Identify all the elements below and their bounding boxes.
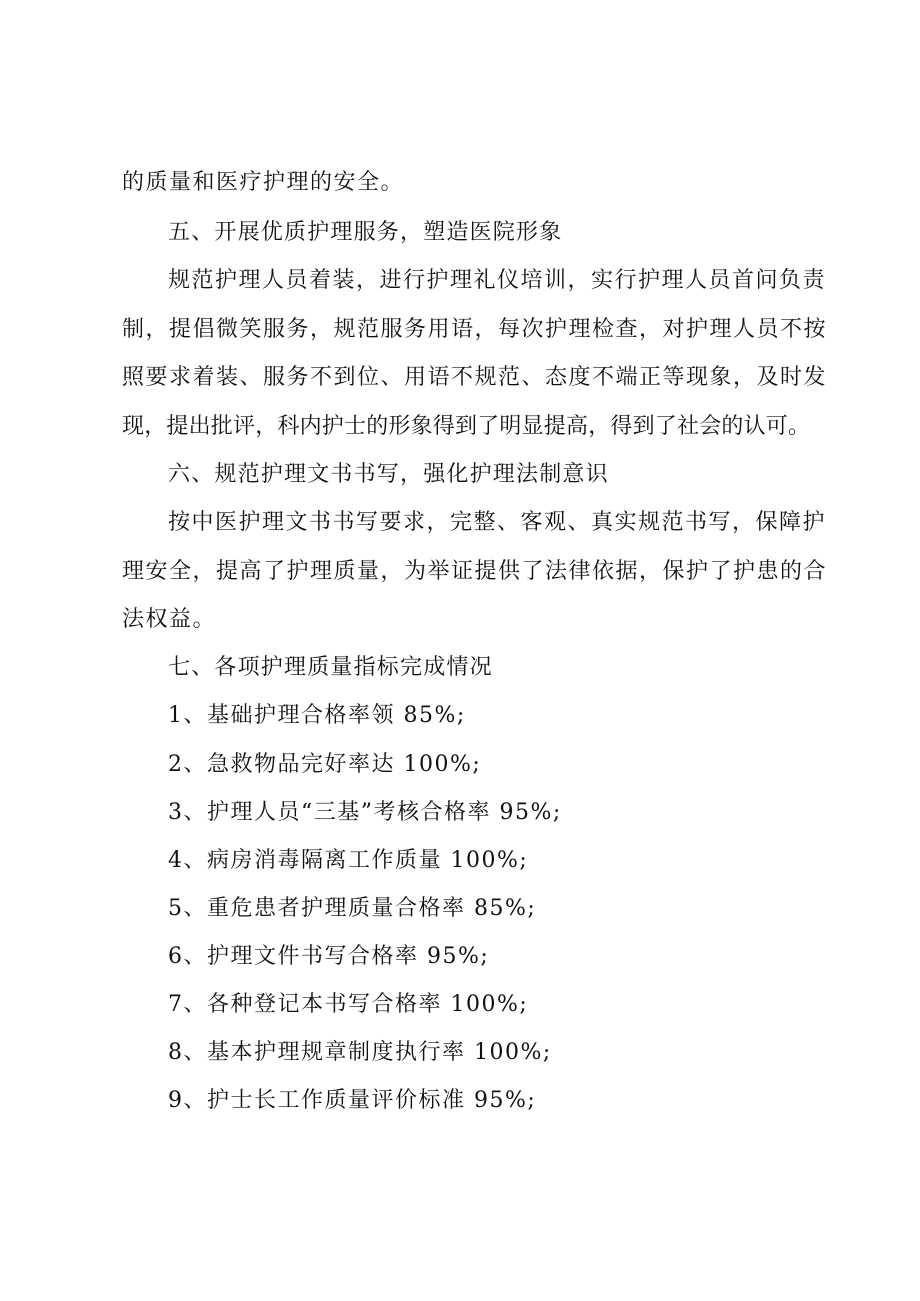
paragraph-line: 的质量和医疗护理的安全。	[122, 170, 405, 195]
section-heading-six: 六、规范护理文书书写，强化护理法制意识	[168, 462, 609, 487]
quality-indicator-item: 7、各种登记本书写合格率 100%;	[168, 992, 529, 1017]
quality-indicator-item: 5、重危患者护理质量合格率 85%;	[168, 896, 537, 921]
paragraph-line: 制，提倡微笑服务，规范服务用语，每次护理检查，对护理人员不按	[122, 317, 828, 342]
quality-indicator-item: 6、护理文件书写合格率 95%;	[168, 944, 490, 969]
section-heading-five: 五、开展优质护理服务，塑造医院形象	[168, 220, 563, 245]
paragraph-line: 照要求着装、服务不到位、用语不规范、态度不端正等现象，及时发	[122, 365, 828, 390]
quality-indicator-item: 3、护理人员“三基”考核合格率 95%;	[168, 800, 562, 825]
quality-indicator-item: 1、基础护理合格率领 85%;	[168, 703, 466, 728]
quality-indicator-item: 9、护士长工作质量评价标准 95%;	[168, 1088, 537, 1113]
paragraph-line: 按中医护理文书书写要求，完整、客观、真实规范书写，保障护	[168, 510, 827, 535]
quality-indicator-item: 8、基本护理规章制度执行率 100%;	[168, 1040, 552, 1065]
paragraph-line: 规范护理人员着装，进行护理礼仪培训，实行护理人员首问负责	[168, 268, 827, 293]
paragraph-line: 法权益。	[122, 607, 217, 632]
section-heading-seven: 七、各项护理质量指标完成情况	[168, 655, 493, 680]
paragraph-line: 理安全，提高了护理质量，为举证提供了法律依据，保护了护患的合	[122, 559, 828, 584]
quality-indicator-item: 4、病房消毒隔离工作质量 100%;	[168, 848, 529, 873]
quality-indicator-item: 2、急救物品完好率达 100%;	[168, 752, 482, 777]
paragraph-line: 现，提出批评，科内护士的形象得到了明显提高，得到了社会的认可。	[122, 414, 811, 439]
